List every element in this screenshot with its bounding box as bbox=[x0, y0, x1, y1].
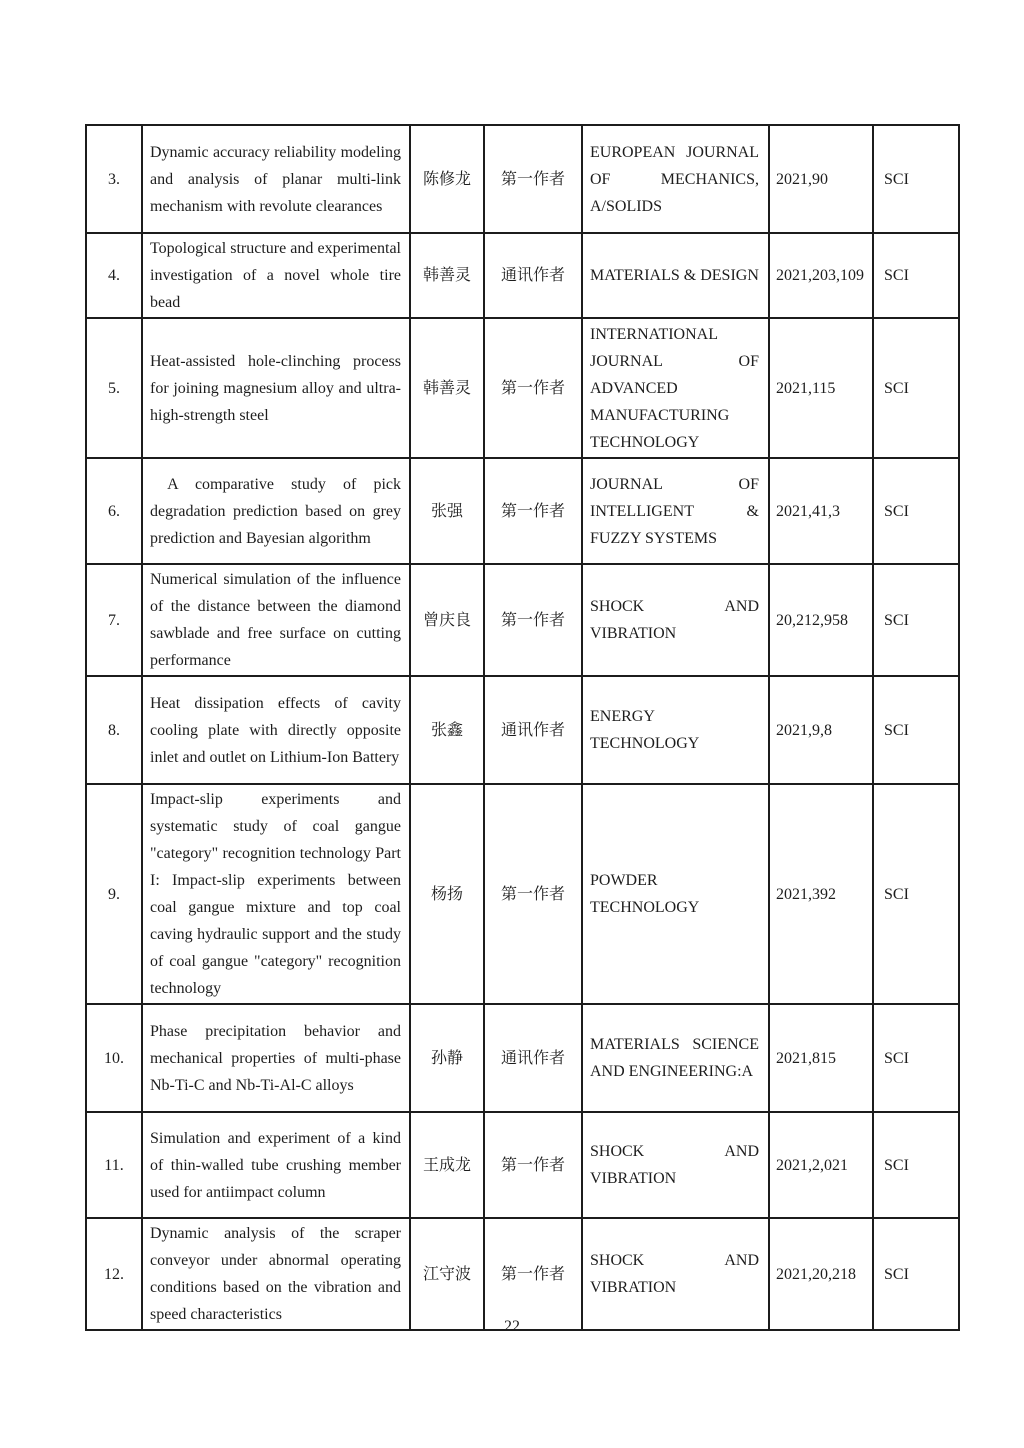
row-number-cell bbox=[86, 125, 142, 233]
author-role-cell bbox=[484, 1004, 582, 1112]
author-name-cell bbox=[410, 1004, 484, 1112]
row-number-cell bbox=[86, 458, 142, 564]
journal-name-cell bbox=[582, 784, 769, 1004]
index-type-cell bbox=[873, 676, 959, 784]
table-row bbox=[86, 1004, 959, 1112]
index-type-cell bbox=[873, 318, 959, 458]
index-type: SCI bbox=[884, 502, 909, 520]
author-role: 第一作者 bbox=[500, 1265, 565, 1283]
index-type: SCI bbox=[884, 611, 909, 629]
publication-title: Dynamic analysis of the scraper conveyor under abnormal operating conditions based on the vibration and speed characteristics bbox=[150, 1225, 401, 1323]
table-row bbox=[86, 784, 959, 1004]
index-type: SCI bbox=[884, 1265, 909, 1283]
index-type: SCI bbox=[884, 267, 909, 284]
year-volume: 2021,203,109 bbox=[776, 267, 864, 284]
index-type: SCI bbox=[884, 170, 909, 188]
table-row bbox=[86, 458, 959, 564]
author-role-cell bbox=[484, 318, 582, 458]
publication-title: Phase precipitation behavior and mechanical properties of multi-phase Nb-Ti-C and Nb-Ti-Al-C alloys bbox=[150, 1022, 401, 1094]
author-name-cell bbox=[410, 318, 484, 458]
journal-name: SHOCK AND VIBRATION bbox=[590, 1252, 759, 1296]
index-type-cell bbox=[873, 458, 959, 564]
table-row bbox=[86, 318, 959, 458]
publication-title-cell bbox=[142, 676, 410, 784]
year-volume: 2021,115 bbox=[776, 379, 836, 397]
author-role-cell bbox=[484, 676, 582, 784]
index-type-cell bbox=[873, 564, 959, 676]
year-volume: 2021,815 bbox=[776, 1049, 836, 1067]
author-role: 通讯作者 bbox=[500, 721, 565, 739]
journal-name-cell bbox=[582, 1004, 769, 1112]
row-number-cell bbox=[86, 1004, 142, 1112]
index-type-cell bbox=[873, 1218, 959, 1330]
publication-title: Heat dissipation effects of cavity cooling plate with directly opposite inlet and outlet on Lithium-Ion Battery bbox=[150, 694, 401, 766]
row-number: 8. bbox=[108, 721, 120, 739]
index-type-cell bbox=[873, 125, 959, 233]
journal-name-cell bbox=[582, 564, 769, 676]
row-number-cell bbox=[86, 784, 142, 1004]
row-number: 11. bbox=[104, 1156, 124, 1174]
author-role: 第一作者 bbox=[500, 502, 565, 520]
year-volume: 2021,2,021 bbox=[776, 1156, 848, 1174]
year-volume-cell bbox=[769, 564, 873, 676]
author-name-cell bbox=[410, 564, 484, 676]
publication-title-cell bbox=[142, 233, 410, 318]
index-type-cell bbox=[873, 233, 959, 318]
year-volume-cell bbox=[769, 1218, 873, 1330]
publication-title-cell bbox=[142, 784, 410, 1004]
author-name: 韩善灵 bbox=[422, 379, 471, 397]
publication-title-cell bbox=[142, 564, 410, 676]
index-type: SCI bbox=[884, 1156, 909, 1174]
year-volume-cell bbox=[769, 784, 873, 1004]
row-number: 12. bbox=[104, 1265, 124, 1283]
author-name: 杨扬 bbox=[430, 885, 463, 903]
author-role: 第一作者 bbox=[500, 885, 565, 903]
row-number: 10. bbox=[104, 1049, 124, 1067]
journal-name: JOURNAL OF INTELLIGENT & FUZZY SYSTEMS bbox=[590, 475, 759, 547]
journal-name: EUROPEAN JOURNAL OF MECHANICS, A/SOLIDS bbox=[590, 143, 759, 215]
row-number: 7. bbox=[108, 611, 120, 629]
year-volume: 2021,9,8 bbox=[776, 721, 832, 739]
author-role-cell bbox=[484, 233, 582, 318]
author-name-cell bbox=[410, 784, 484, 1004]
publications-table bbox=[85, 124, 960, 1331]
publication-title-cell bbox=[142, 1004, 410, 1112]
index-type: SCI bbox=[884, 1049, 909, 1067]
author-role: 通讯作者 bbox=[500, 1049, 565, 1067]
author-name: 张鑫 bbox=[430, 721, 463, 739]
author-role: 第一作者 bbox=[500, 1156, 565, 1174]
publication-title: Heat-assisted hole-clinching process for joining magnesium alloy and ultra-high-strength steel bbox=[150, 352, 401, 424]
author-name-cell bbox=[410, 1112, 484, 1218]
table-row bbox=[86, 676, 959, 784]
publication-title-cell bbox=[142, 125, 410, 233]
publication-title: A comparative study of pick degradation prediction based on grey prediction and Bayesian algorithm bbox=[150, 475, 401, 547]
author-role-cell bbox=[484, 784, 582, 1004]
journal-name-cell bbox=[582, 458, 769, 564]
author-name-cell bbox=[410, 676, 484, 784]
year-volume: 2021,41,3 bbox=[776, 502, 840, 520]
row-number-cell bbox=[86, 318, 142, 458]
row-number: 4. bbox=[108, 267, 120, 284]
author-role-cell bbox=[484, 458, 582, 564]
row-number: 3. bbox=[108, 170, 120, 188]
index-type-cell bbox=[873, 1112, 959, 1218]
year-volume: 20,212,958 bbox=[776, 611, 848, 629]
page-number: 22 bbox=[504, 1318, 520, 1335]
author-name: 曾庆良 bbox=[422, 611, 471, 629]
row-number: 5. bbox=[108, 379, 120, 397]
publication-title-cell bbox=[142, 318, 410, 458]
year-volume-cell bbox=[769, 458, 873, 564]
publication-title: Impact-slip experiments and systematic study of coal gangue "category" recognition technology Part I: Impact-slip experiments between coal gangue mixture and top coal caving hydraulic support and the study of coal gangue "category" recognition technology bbox=[150, 791, 401, 997]
table-row bbox=[86, 1112, 959, 1218]
index-type: SCI bbox=[884, 721, 909, 739]
table-row bbox=[86, 564, 959, 676]
journal-name: SHOCK AND VIBRATION bbox=[590, 598, 759, 642]
year-volume-cell bbox=[769, 318, 873, 458]
author-name-cell bbox=[410, 233, 484, 318]
author-role: 第一作者 bbox=[500, 611, 565, 629]
index-type-cell bbox=[873, 1004, 959, 1112]
year-volume: 2021,392 bbox=[776, 885, 836, 903]
author-name: 韩善灵 bbox=[422, 267, 471, 284]
year-volume-cell bbox=[769, 233, 873, 318]
table-row bbox=[86, 233, 959, 318]
year-volume: 2021,20,218 bbox=[776, 1265, 856, 1283]
journal-name-cell bbox=[582, 125, 769, 233]
author-role: 第一作者 bbox=[500, 379, 565, 397]
row-number-cell bbox=[86, 676, 142, 784]
publication-title: Topological structure and experimental investigation of a novel whole tire bead bbox=[150, 240, 401, 311]
row-number: 9. bbox=[108, 885, 120, 903]
journal-name-cell bbox=[582, 1112, 769, 1218]
index-type-cell bbox=[873, 784, 959, 1004]
publication-title-cell bbox=[142, 458, 410, 564]
publication-title-cell bbox=[142, 1112, 410, 1218]
journal-name: ENERGY TECHNOLOGY bbox=[590, 708, 700, 752]
journal-name-cell bbox=[582, 318, 769, 458]
row-number-cell bbox=[86, 564, 142, 676]
journal-name: SHOCK AND VIBRATION bbox=[590, 1143, 759, 1187]
year-volume-cell bbox=[769, 125, 873, 233]
author-name-cell bbox=[410, 125, 484, 233]
author-name-cell bbox=[410, 458, 484, 564]
publication-title-cell bbox=[142, 1218, 410, 1330]
year-volume-cell bbox=[769, 1004, 873, 1112]
year-volume: 2021,90 bbox=[776, 170, 828, 188]
author-name: 张强 bbox=[430, 502, 463, 520]
index-type: SCI bbox=[884, 379, 909, 397]
journal-name-cell bbox=[582, 1218, 769, 1330]
publication-title: Numerical simulation of the influence of the distance between the diamond sawblade and free surface on cutting performance bbox=[150, 571, 401, 669]
publication-title: Dynamic accuracy reliability modeling and analysis of planar multi-link mechanism with revolute clearances bbox=[150, 143, 401, 215]
journal-name: POWDER TECHNOLOGY bbox=[590, 872, 700, 916]
author-name: 陈修龙 bbox=[422, 170, 471, 188]
year-volume-cell bbox=[769, 676, 873, 784]
author-role: 第一作者 bbox=[500, 170, 565, 188]
author-role-cell bbox=[484, 1218, 582, 1330]
year-volume-cell bbox=[769, 1112, 873, 1218]
author-role-cell bbox=[484, 1112, 582, 1218]
row-number-cell bbox=[86, 1112, 142, 1218]
author-role-cell bbox=[484, 564, 582, 676]
author-role: 通讯作者 bbox=[500, 267, 565, 284]
table-row bbox=[86, 125, 959, 233]
author-name: 孙静 bbox=[430, 1049, 463, 1067]
author-name: 江守波 bbox=[422, 1265, 471, 1283]
row-number-cell bbox=[86, 1218, 142, 1330]
row-number: 6. bbox=[108, 502, 120, 520]
table-row bbox=[86, 1218, 959, 1330]
publication-title: Simulation and experiment of a kind of thin-walled tube crushing member used for antiimpact column bbox=[150, 1129, 401, 1201]
journal-name-cell bbox=[582, 233, 769, 318]
index-type: SCI bbox=[884, 885, 909, 903]
row-number-cell bbox=[86, 233, 142, 318]
journal-name: MATERIALS & DESIGN bbox=[590, 267, 759, 284]
journal-name-cell bbox=[582, 676, 769, 784]
author-name: 王成龙 bbox=[422, 1156, 471, 1174]
journal-name: MATERIALS SCIENCE AND ENGINEERING:A bbox=[590, 1036, 759, 1080]
author-role-cell bbox=[484, 125, 582, 233]
journal-name: INTERNATIONAL JOURNAL OF ADVANCED MANUFACTURING TECHNOLOGY bbox=[590, 325, 759, 451]
author-name-cell bbox=[410, 1218, 484, 1330]
